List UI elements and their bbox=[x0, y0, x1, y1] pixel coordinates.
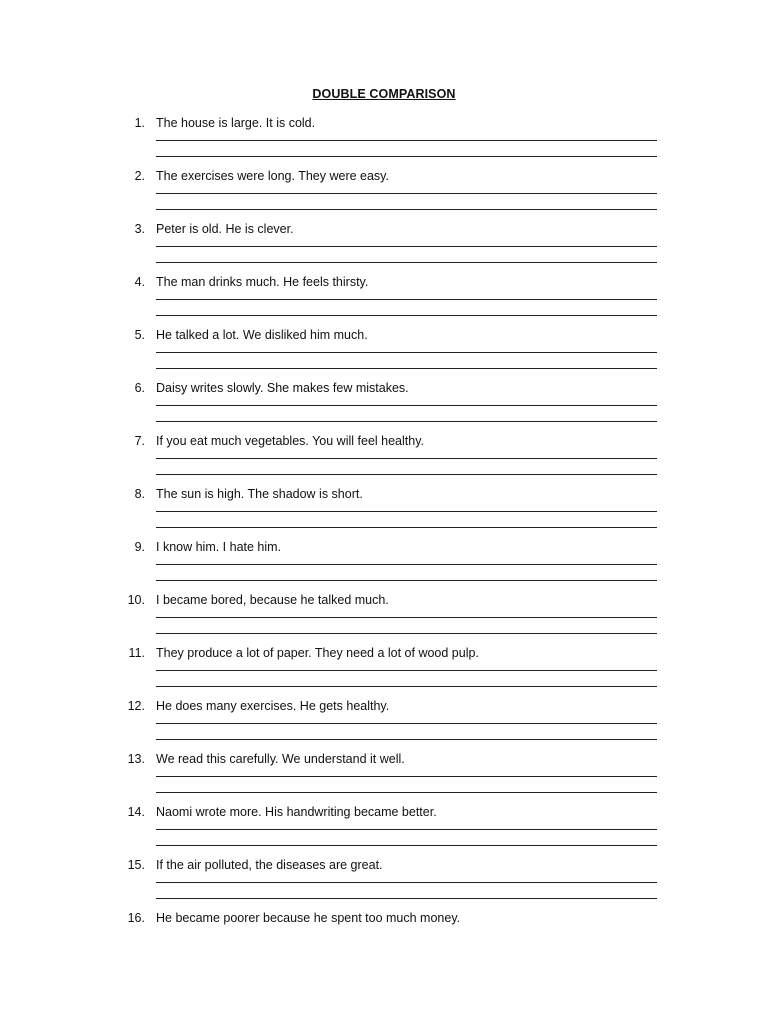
answer-line bbox=[156, 792, 657, 793]
exercise-number: 1. bbox=[134, 116, 145, 130]
exercise-item bbox=[0, 858, 768, 911]
answer-line bbox=[156, 898, 657, 899]
exercise-sentence: He became poorer because he spent too much money. bbox=[156, 911, 461, 925]
answer-line bbox=[156, 845, 657, 846]
worksheet-title: DOUBLE COMPARISON bbox=[312, 87, 456, 101]
exercise-item bbox=[0, 434, 768, 487]
exercise-number: 4. bbox=[134, 275, 145, 289]
answer-line bbox=[156, 405, 657, 406]
exercise-sentence: If the air polluted, the diseases are great. bbox=[156, 858, 383, 872]
exercise-item bbox=[0, 169, 768, 222]
answer-line bbox=[156, 458, 657, 459]
answer-line bbox=[156, 474, 657, 475]
exercise-item bbox=[0, 911, 768, 964]
exercise-item bbox=[0, 222, 768, 275]
exercise-number: 3. bbox=[134, 222, 145, 236]
exercise-number: 8. bbox=[134, 487, 145, 501]
exercise-number: 11. bbox=[128, 646, 145, 660]
exercise-item bbox=[0, 328, 768, 381]
answer-line bbox=[156, 352, 657, 353]
exercise-item bbox=[0, 593, 768, 646]
exercise-sentence: They produce a lot of paper. They need a lot of wood pulp. bbox=[156, 646, 479, 660]
exercise-item bbox=[0, 116, 768, 169]
exercise-item bbox=[0, 752, 768, 805]
answer-line bbox=[156, 368, 657, 369]
exercise-sentence: I know him. I hate him. bbox=[156, 540, 282, 554]
exercise-number: 2. bbox=[134, 169, 145, 183]
answer-line bbox=[156, 686, 657, 687]
exercise-item bbox=[0, 275, 768, 328]
exercise-sentence: If you eat much vegetables. You will feel healthy. bbox=[156, 434, 424, 448]
answer-line bbox=[156, 633, 657, 634]
answer-line bbox=[156, 193, 657, 194]
exercise-item bbox=[0, 487, 768, 540]
answer-line bbox=[156, 617, 657, 618]
exercise-item bbox=[0, 805, 768, 858]
exercise-sentence: The exercises were long. They were easy. bbox=[156, 169, 389, 183]
exercise-sentence: Peter is old. He is clever. bbox=[156, 222, 294, 236]
answer-line bbox=[156, 421, 657, 422]
exercise-number: 13. bbox=[127, 752, 145, 766]
answer-line bbox=[156, 299, 657, 300]
answer-line bbox=[156, 140, 657, 141]
exercise-sentence: He does many exercises. He gets healthy. bbox=[156, 699, 390, 713]
exercise-sentence: I became bored, because he talked much. bbox=[156, 593, 389, 607]
exercise-sentence: Daisy writes slowly. She makes few mistakes. bbox=[156, 381, 409, 395]
exercise-number: 9. bbox=[134, 540, 145, 554]
exercise-number: 7. bbox=[134, 434, 145, 448]
exercise-number: 14. bbox=[127, 805, 145, 819]
answer-line bbox=[156, 262, 657, 263]
answer-line bbox=[156, 829, 657, 830]
exercise-item bbox=[0, 646, 768, 699]
answer-line bbox=[156, 156, 657, 157]
exercise-sentence: The sun is high. The shadow is short. bbox=[156, 487, 363, 501]
answer-line bbox=[156, 723, 657, 724]
answer-line bbox=[156, 527, 657, 528]
exercise-item bbox=[0, 540, 768, 593]
exercise-number: 15. bbox=[127, 858, 145, 872]
answer-line bbox=[156, 209, 657, 210]
answer-line bbox=[156, 246, 657, 247]
exercise-sentence: Naomi wrote more. His handwriting became better. bbox=[156, 805, 437, 819]
answer-line bbox=[156, 882, 657, 883]
answer-line bbox=[156, 564, 657, 565]
exercise-item bbox=[0, 381, 768, 434]
exercise-sentence: We read this carefully. We understand it well. bbox=[156, 752, 405, 766]
answer-line bbox=[156, 670, 657, 671]
exercise-number: 5. bbox=[134, 328, 145, 342]
answer-line bbox=[156, 315, 657, 316]
exercise-sentence: The house is large. It is cold. bbox=[156, 116, 316, 130]
answer-line bbox=[156, 776, 657, 777]
answer-line bbox=[156, 739, 657, 740]
answer-line bbox=[156, 511, 657, 512]
exercise-sentence: He talked a lot. We disliked him much. bbox=[156, 328, 368, 342]
exercise-number: 16. bbox=[127, 911, 145, 925]
exercise-sentence: The man drinks much. He feels thirsty. bbox=[156, 275, 369, 289]
exercise-item bbox=[0, 699, 768, 752]
answer-line bbox=[156, 580, 657, 581]
exercise-number: 6. bbox=[134, 381, 145, 395]
exercise-number: 10. bbox=[127, 593, 145, 607]
exercise-number: 12. bbox=[127, 699, 145, 713]
